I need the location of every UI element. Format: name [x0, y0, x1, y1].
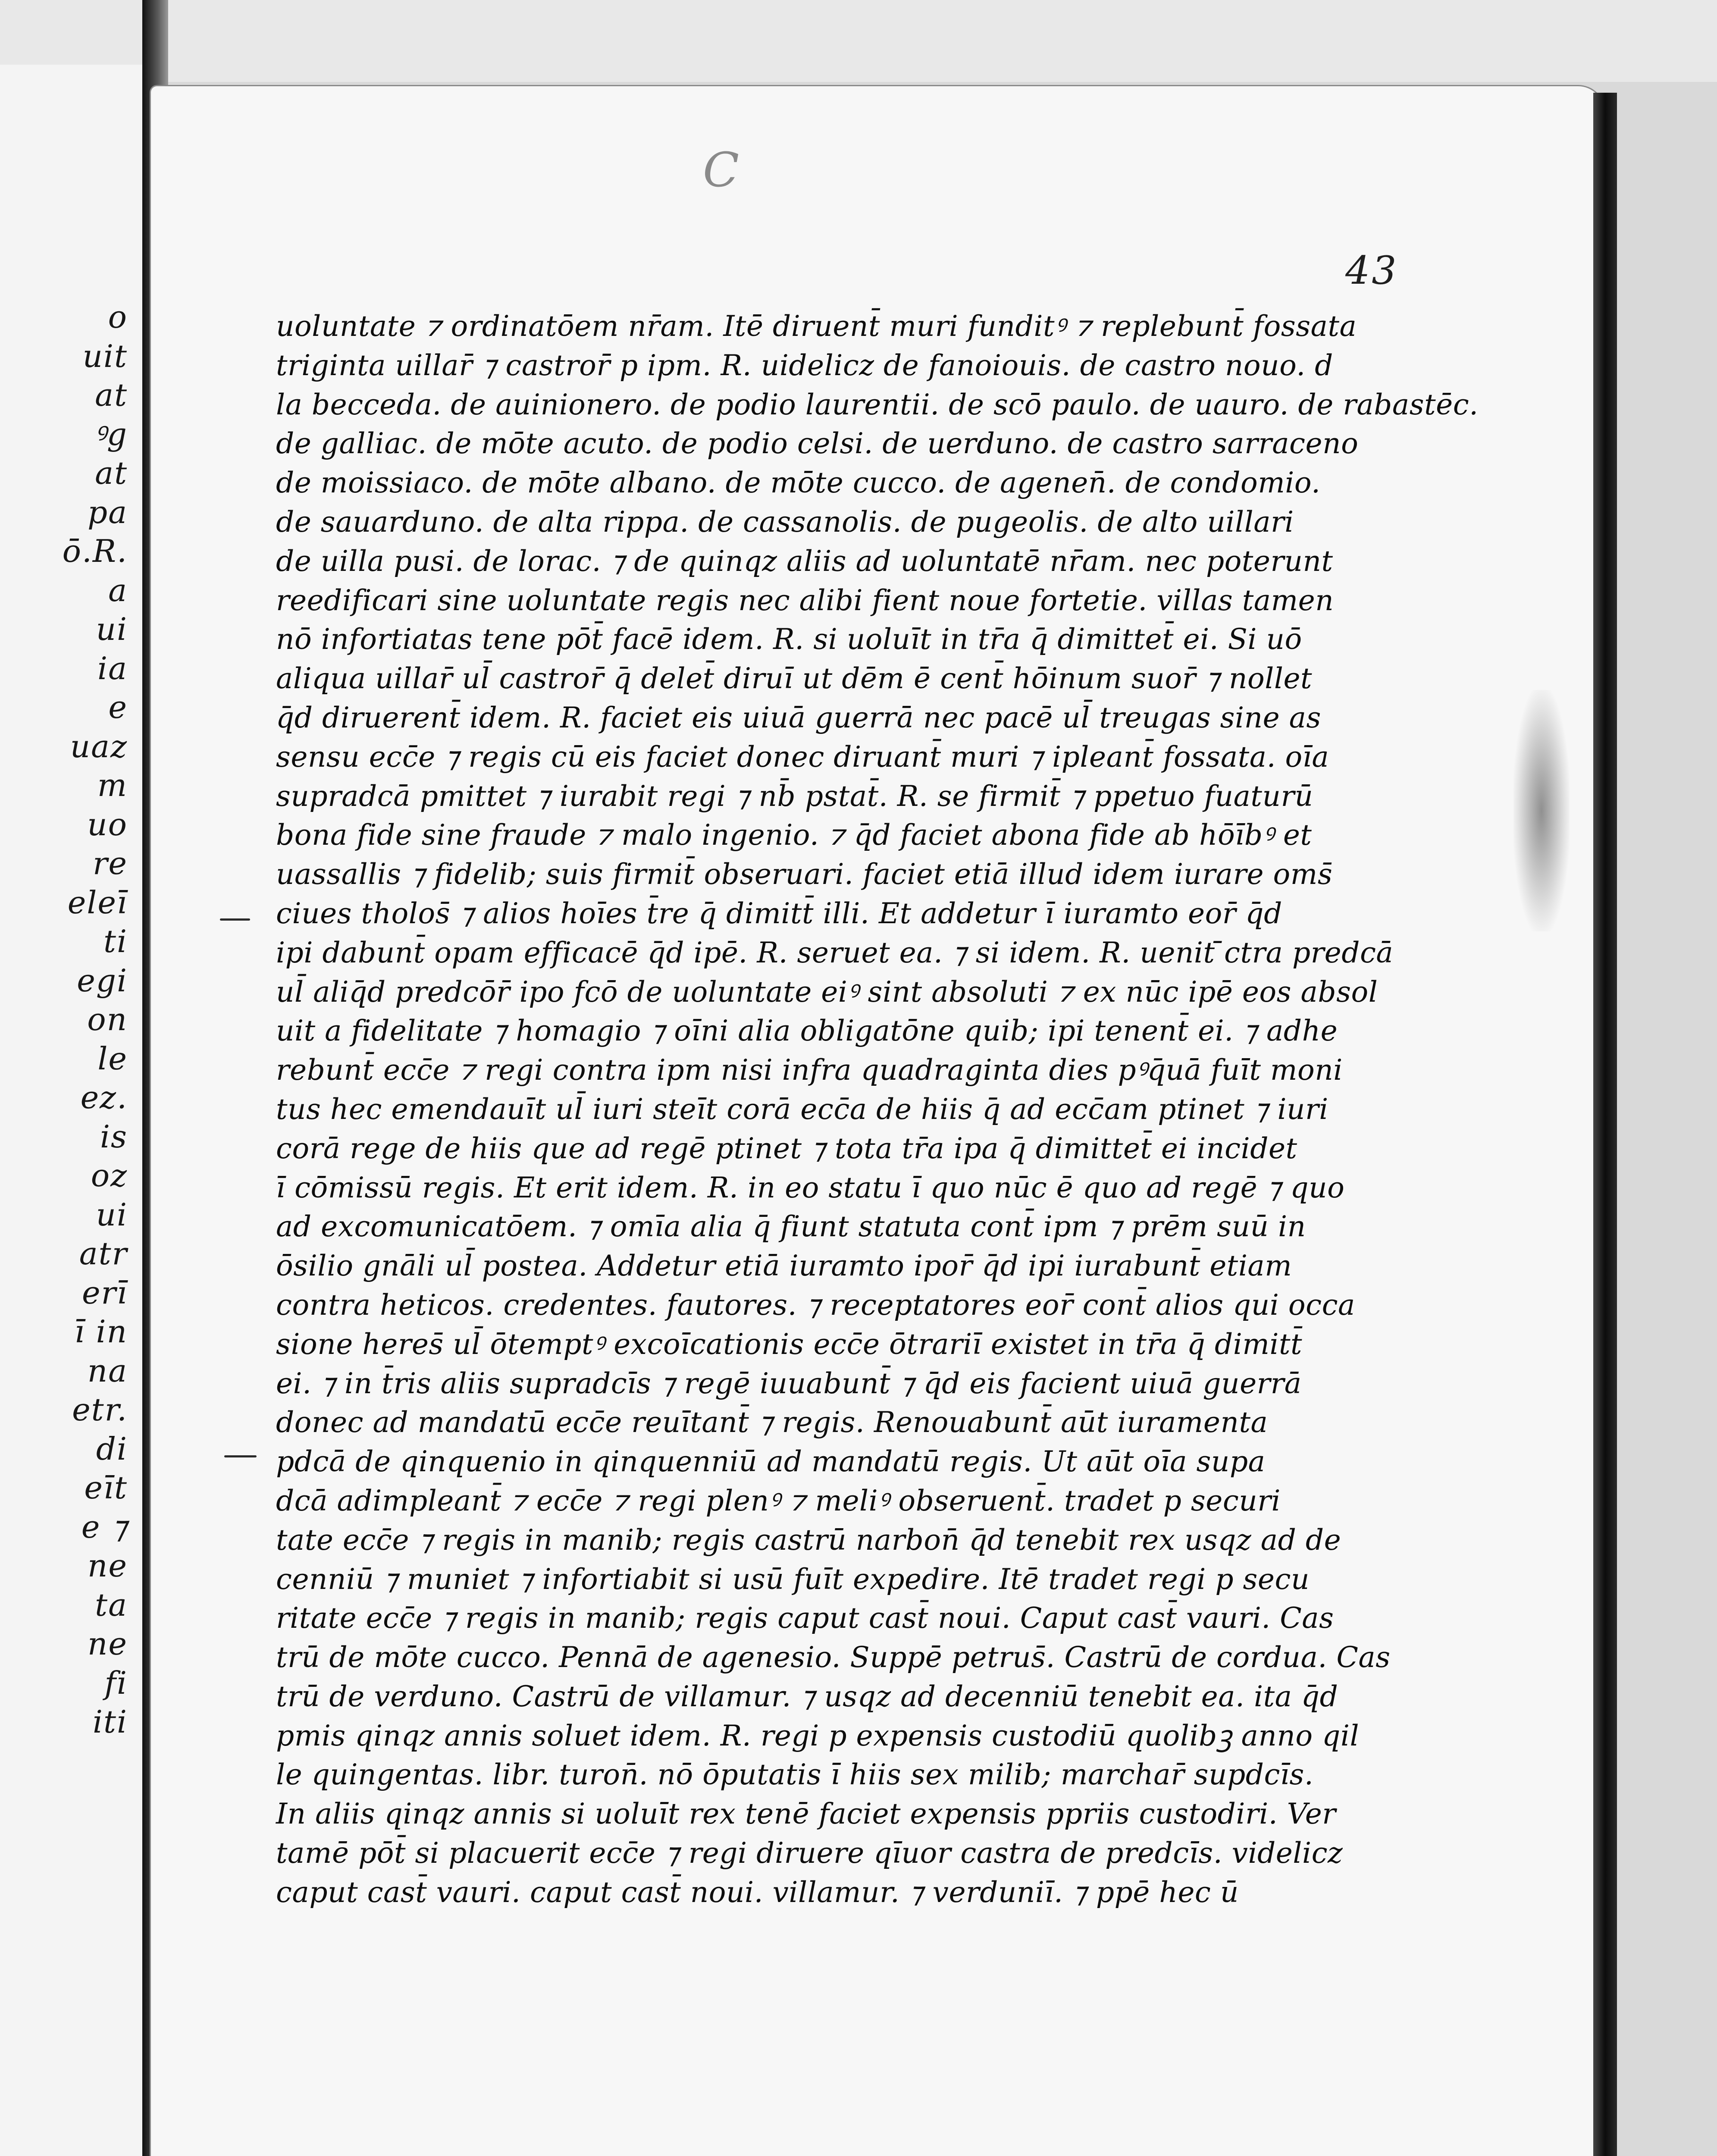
page-stain	[1513, 690, 1570, 931]
left-page-line: di	[96, 1430, 128, 1467]
manuscript-line: bona fide sine fraude ⁊ malo ingenio. ⁊ q̄d faciet abona fide ab hōībꝰ et	[276, 818, 1312, 852]
left-page-line: na	[87, 1352, 128, 1389]
manuscript-line: ipi dabunt̄ opam efficacē q̄d ipē. R. seruet ea. ⁊ si idem. R. uenit ̄ctra predcā	[276, 936, 1394, 969]
manuscript-text-block	[276, 307, 1479, 1912]
manuscript-line: ad excomunicatōem. ⁊ omīa alia q̄ fiunt statuta cont̄ ipm ⁊ prēm suū in	[276, 1210, 1306, 1244]
left-page-line: ta	[95, 1586, 128, 1623]
manuscript-line: tus hec emendauīt ul̄ iuri steīt corā ecc̄a de hiis q̄ ad ecc̄am ptinet ⁊ iuri	[276, 1092, 1328, 1126]
left-page-line: ui	[96, 1196, 128, 1233]
manuscript-line: contra heticos. credentes. fautores. ⁊ receptatores eor̄ cont̄ alios qui occa	[276, 1288, 1355, 1322]
manuscript-line: de galliac. de mōte acuto. de podio celsi. de uerduno. de castro sarraceno	[276, 427, 1359, 461]
left-page-line: ez.	[80, 1079, 128, 1116]
manuscript-line: aliqua uillar̄ ul̄ castror̄ q̄ delet̄ diruī ut dēm ē cent̄ hōinum suor̄ ⁊ nollet	[276, 662, 1313, 696]
manuscript-line: q̄d diruerent̄ idem. R. faciet eis uiuā guerrā nec pacē ul̄ treugas sine as	[276, 701, 1321, 734]
left-page-line: eīt	[84, 1470, 128, 1506]
left-page-line: ī in	[74, 1313, 128, 1350]
manuscript-line: le quingentas. libr. turon̄. nō ōputatis ī hiis sex milib; marchar̄ supdcīs.	[276, 1758, 1314, 1792]
manuscript-line: ul̄ aliq̄d predcōr̄ ipo fcō de uoluntate eiꝰ sint absoluti ⁊ ex nūc ipē eos absol	[276, 975, 1378, 1009]
left-page-line: e ⁊	[81, 1508, 128, 1545]
left-page-line: ō.R.	[62, 533, 128, 569]
folio-number: 43	[1345, 248, 1398, 293]
left-page-line: ꝰg	[94, 416, 128, 452]
left-page-text	[3, 298, 128, 1742]
manuscript-line: nō infortiatas tene pōt̄ facē idem. R. si uoluīt in tr̄a q̄ dimittet̄ ei. Si uō	[276, 623, 1302, 656]
page-edge-shadow	[1593, 93, 1617, 2156]
left-page-line: ui	[96, 611, 128, 647]
left-page-line: atr	[79, 1235, 128, 1272]
left-page-line: etr.	[72, 1391, 128, 1428]
left-page-line: pa	[87, 494, 128, 530]
manuscript-line: ciues tholos̄ ⁊ alios hoīes t̄re q̄ dimitt̄ illi. Et addetur ī iuramto eor̄ q̄d	[276, 896, 1282, 930]
manuscript-line: ritate ecc̄e ⁊ regis in manib; regis caput cast̄ noui. Caput cast̄ vauri. Cas	[276, 1601, 1334, 1635]
manuscript-line: reedificari sine uoluntate regis nec alibi fient noue fortetie. villas tamen	[276, 583, 1334, 617]
manuscript-line: tamē pōt̄ si placuerit ecc̄e ⁊ regi diruere qīuor castra de predcīs. videlicz	[276, 1836, 1343, 1870]
left-page-line: fi	[104, 1664, 128, 1701]
manuscript-line: ei. ⁊ in t̄ris aliis supradcīs ⁊ regē iuuabunt̄ ⁊ q̄d eis facient uiuā guerrā	[276, 1366, 1302, 1400]
manuscript-line: de moissiaco. de mōte albano. de mōte cucco. de agenen̄. de condomio.	[276, 466, 1321, 500]
shelfmark-letter: C	[703, 142, 739, 197]
manuscript-line: ōsilio gnāli ul̄ postea. Addetur etiā iuramto ipor̄ q̄d ipi iurabunt̄ etiam	[276, 1249, 1292, 1283]
manuscript-line: supradcā pmittet ⁊ iurabit regi ⁊ nb̄ pstat̄. R. se firmit̄ ⁊ ppetuo fuaturū	[276, 779, 1313, 813]
left-page-line: iti	[93, 1704, 128, 1740]
manuscript-line: uoluntate ⁊ ordinatōem nr̄am. Itē diruent̄ muri funditꝰ ⁊ replebunt̄ fossata	[276, 310, 1357, 343]
manuscript-line: In aliis qinqz annis si uoluīt rex tenē faciet expensis ppriis custodiri. Ver	[276, 1797, 1336, 1831]
manuscript-line: caput cast̄ vauri. caput cast̄ noui. villamur. ⁊ verduniī. ⁊ ppē hec ū	[276, 1875, 1239, 1909]
left-page-line: ne	[88, 1548, 128, 1584]
manuscript-line: uassallis ⁊ fidelib; suis firmit̄ obseruari. faciet etiā illud idem iurare oms̄	[276, 858, 1333, 891]
manuscript-line: trū de mōte cucco. Pennā de agenesio. Suppē petrus̄. Castrū de cordua. Cas	[276, 1641, 1391, 1674]
left-page-fragment	[0, 65, 145, 2156]
manuscript-line: pmis qinqz annis soluet idem. R. regi p expensis custodiū quolibꝫ anno qil	[276, 1719, 1360, 1752]
left-page-line: e	[108, 689, 128, 725]
manuscript-line: dcā adimpleant̄ ⁊ ecc̄e ⁊ regi plenꝰ ⁊ meliꝰ obseruent̄. tradet p securi	[276, 1484, 1281, 1517]
manuscript-line: corā rege de hiis que ad regē ptinet ⁊ tota tr̄a ipa q̄ dimittet̄ ei incidet	[276, 1131, 1297, 1165]
manuscript-line: cenniū ⁊ muniet ⁊ infortiabit si usū fuīt expedire. Itē tradet regi p secu	[276, 1562, 1310, 1596]
left-page-line: uit	[82, 338, 128, 374]
manuscript-line: rebunt̄ ecc̄e ⁊ regi contra ipm nisi infra quadraginta dies pꝰq̄uā fuīt moni	[276, 1053, 1343, 1087]
left-page-line: uo	[87, 806, 128, 843]
left-page-line: re	[92, 845, 128, 881]
left-page-line: m	[97, 767, 128, 803]
left-page-line: uaz	[70, 728, 128, 765]
manuscript-line: donec ad mandatū ecc̄e reuītant̄ ⁊ regis. Renouabunt̄ aūt iuramenta	[276, 1406, 1268, 1439]
manuscript-line: triginta uillar̄ ⁊ castror̄ p ipm. R. uidelicz de fanoiouis. de castro nouo. d	[276, 348, 1333, 382]
manuscript-line: pdcā de qinquenio in qinquenniū ad mandatū regis. Ut aūt oīa supa	[276, 1445, 1266, 1479]
manuscript-line: de uilla pusi. de lorac. ⁊ de quinqz aliis ad uoluntatē nr̄am. nec poterunt	[276, 544, 1333, 578]
manuscript-line: trū de verduno. Castrū de villamur. ⁊ usqz ad decenniū tenebit ea. ita q̄d	[276, 1680, 1338, 1713]
manuscript-line: ī cōmissū regis. Et erit idem. R. in eo statu ī quo nūc ē quo ad regē ⁊ quo	[276, 1171, 1345, 1204]
left-page-line: erī	[81, 1274, 128, 1311]
left-page-line: le	[97, 1040, 128, 1077]
manuscript-line: sensu ecc̄e ⁊ regis cū eis faciet donec diruant̄ muri ⁊ ipleant̄ fossata. oīa	[276, 740, 1329, 774]
left-page-line: ne	[88, 1626, 128, 1662]
left-page-line: ia	[97, 650, 128, 686]
manuscript-line: tate ecc̄e ⁊ regis in manib; regis castrū narbon̄ q̄d tenebit rex usqz ad de	[276, 1523, 1341, 1557]
left-page-line: at	[95, 455, 128, 491]
left-page-line: egi	[77, 962, 128, 999]
margin-tick-mark	[220, 918, 250, 921]
left-page-line: a	[108, 572, 128, 608]
left-page-line: o	[108, 299, 128, 335]
left-page-line: is	[100, 1118, 128, 1155]
left-page-line: eleī	[67, 884, 128, 921]
manuscript-line: la becceda. de auinionero. de podio laurentii. de scō paulo. de uauro. de rabastēc.	[276, 388, 1479, 421]
left-page-line: at	[95, 377, 128, 413]
left-page-line: oz	[91, 1157, 128, 1194]
manuscript-line: de sauarduno. de alta rippa. de cassanolis. de pugeolis. de alto uillari	[276, 505, 1294, 539]
left-page-line: on	[87, 1001, 128, 1037]
left-page-line: ti	[103, 923, 128, 959]
manuscript-line: sione heres̄ ul̄ ōtemptꝰ excoīcationis ecc̄e ōtrariī existet in tr̄a q̄ dimitt̄	[276, 1327, 1303, 1361]
manuscript-line: uit a fidelitate ⁊ homagio ⁊ oīni alia obligatōne quib; ipi tenent̄ ei. ⁊ adhe	[276, 1014, 1338, 1048]
scan-top-margin	[0, 0, 1717, 82]
margin-tick-mark	[224, 1455, 257, 1457]
